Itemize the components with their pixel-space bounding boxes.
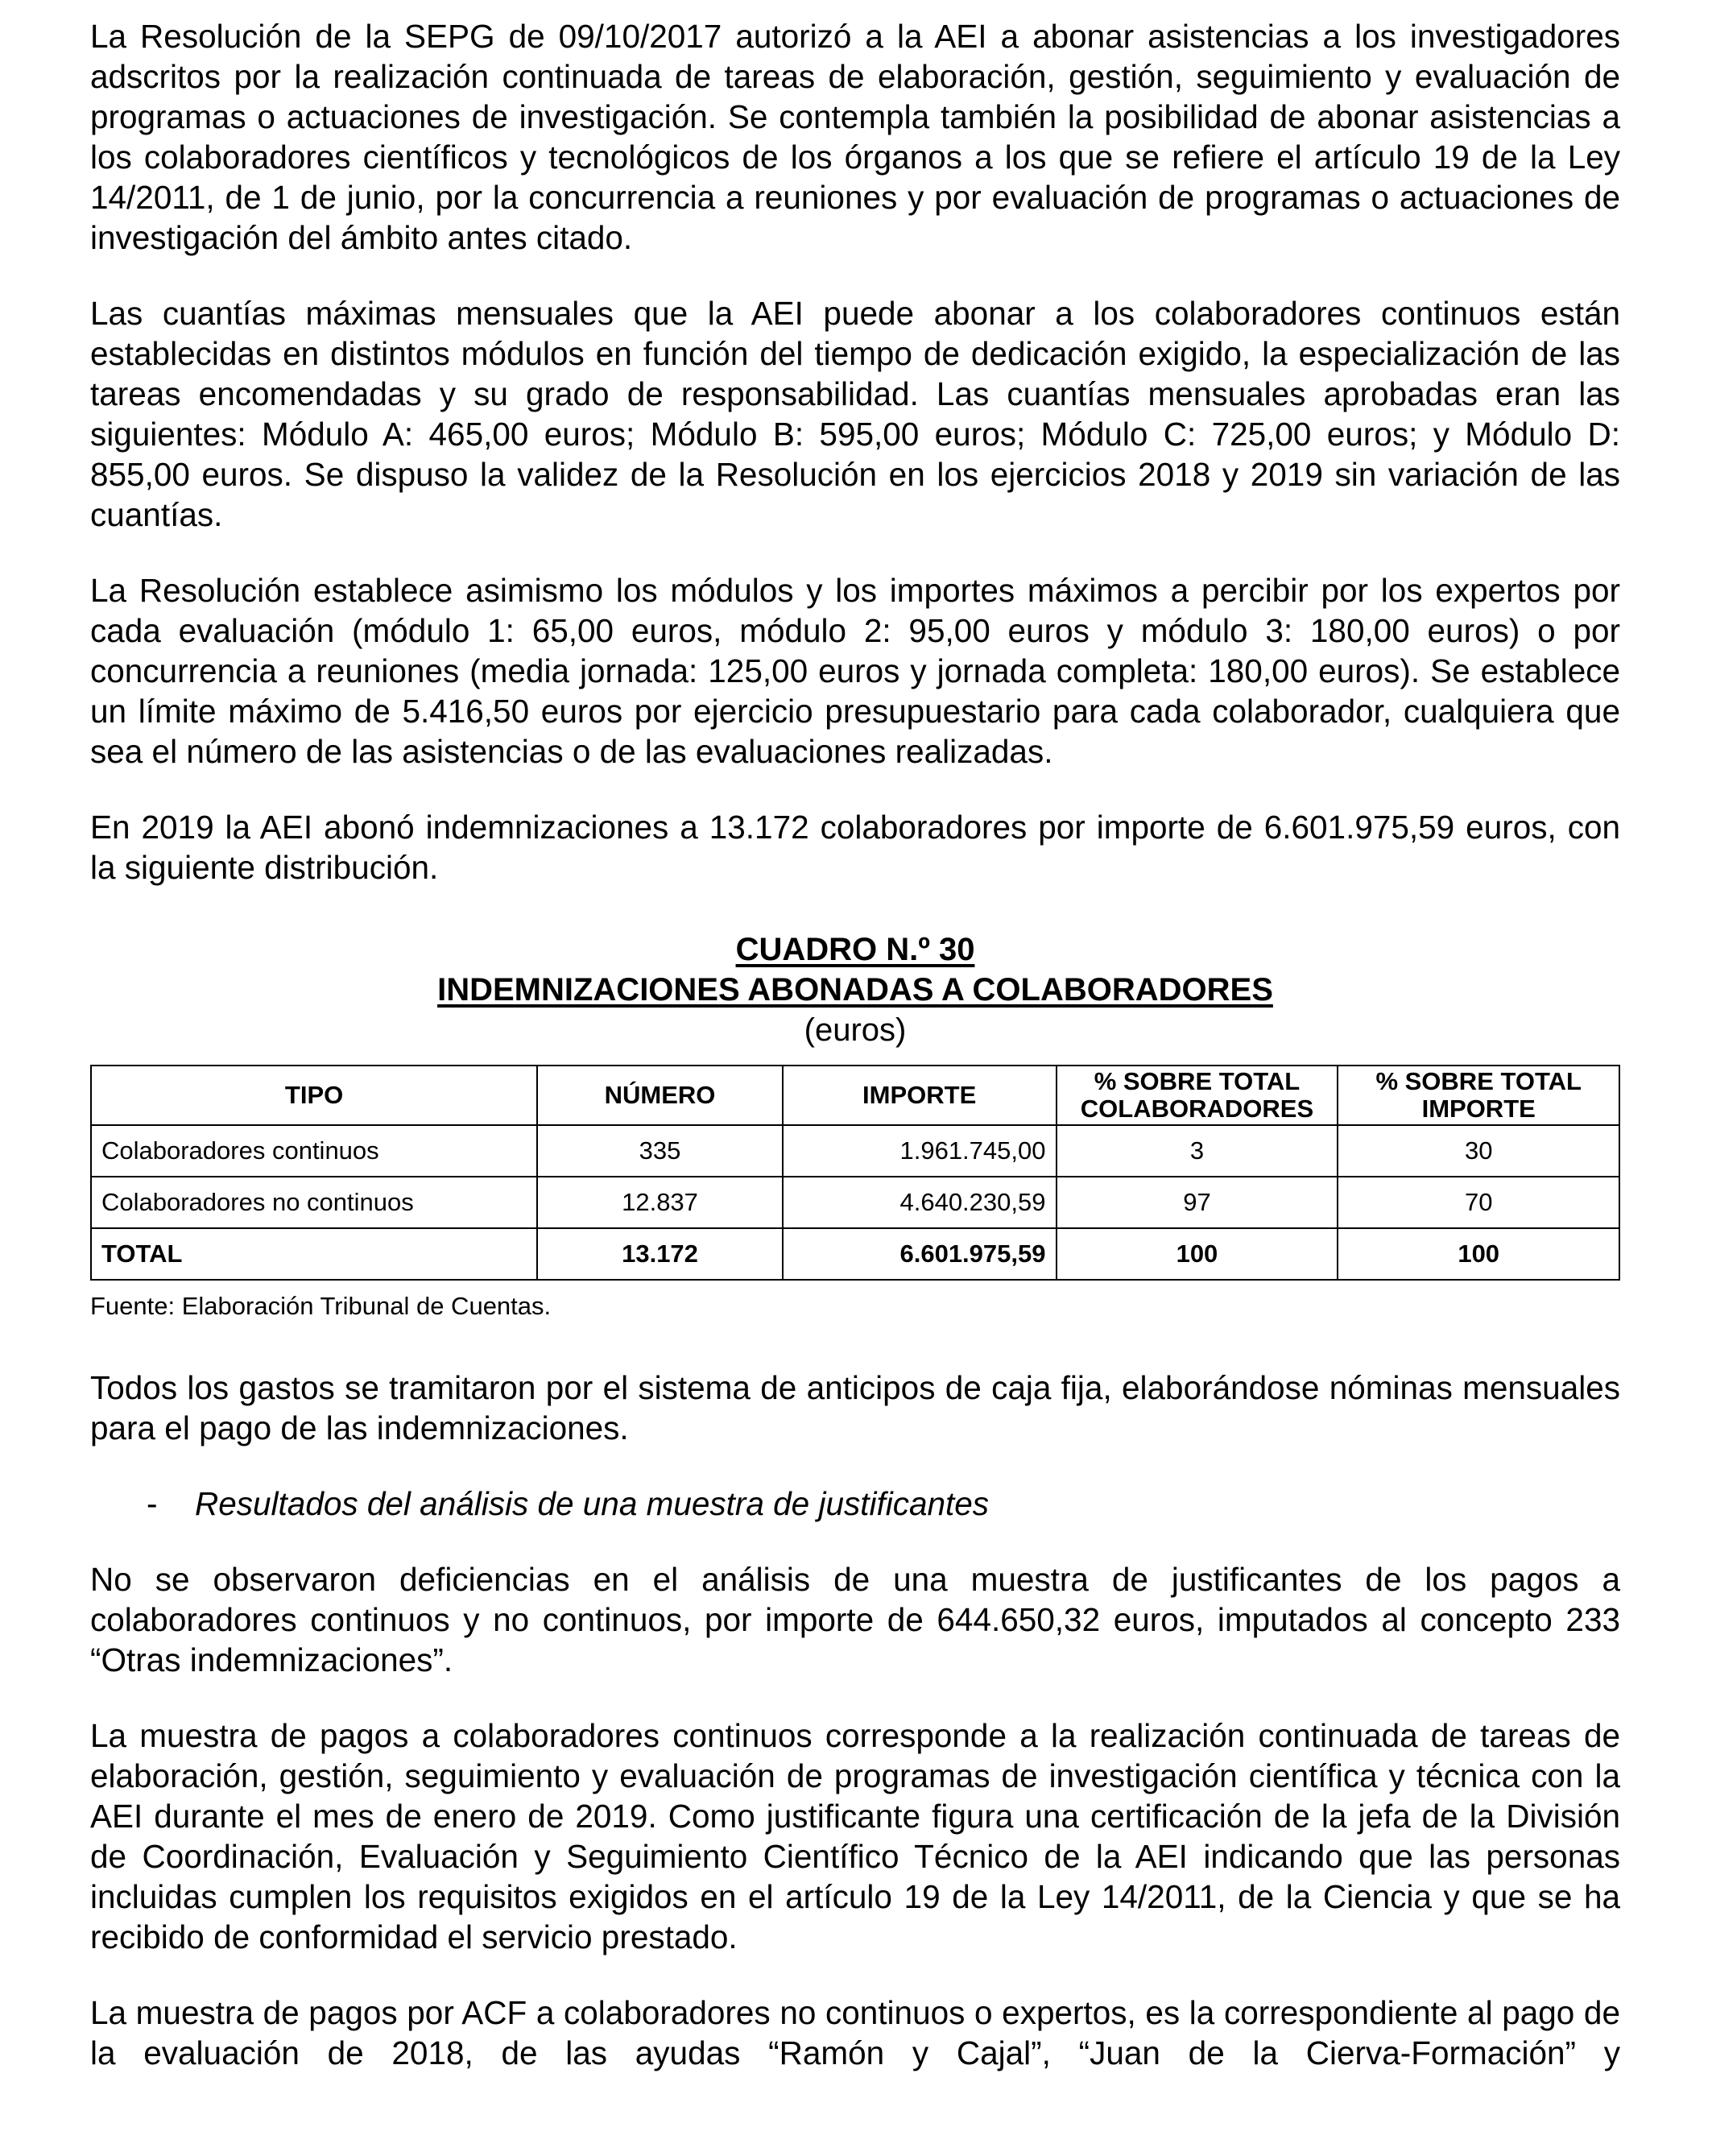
table-number: CUADRO N.º 30: [735, 932, 975, 967]
table-units: (euros): [804, 1012, 907, 1048]
header-numero: NÚMERO: [537, 1066, 783, 1125]
table-source: Fuente: Elaboración Tribunal de Cuentas.: [90, 1292, 552, 1320]
paragraph-modulos: La Resolución establece asimismo los módulos y los importes máximos a percibir por los expertos por cada evaluación (módulo 1: 65,00 euros, módulo 2: 95,00 euros y módulo 3: 180,00 euros) o por concurrencia a reuniones (media jornada: 125,00 euros y jornada completa: 180,00 euros). Se establece un límite máximo de 5.416,50 euros por ejercicio presupuestario para cada colaborador, cualquiera que sea el número de las asistencias o de las evaluaciones realizadas.: [90, 572, 1620, 770]
table-caption: [90, 929, 1620, 1050]
table-total-row: [91, 1228, 1619, 1280]
cell-total-importe: 6.601.975,59: [783, 1228, 1057, 1280]
document-page: [90, 16, 1620, 2108]
paragraph-muestra: No se observaron deficiencias en el análisis de una muestra de justificantes de los pagos a colaboradores continuos y no continuos, por importe de 644.650,32 euros, imputados al concepto 233 “Otras indemnizaciones”.: [90, 1561, 1620, 1678]
paragraph-resolucion: La Resolución de la SEPG de 09/10/2017 autorizó a la AEI a abonar asistencias a los investigadores adscritos por la realización continuada de tareas de elaboración, gestión, seguimiento y evaluación de programas o actuaciones de investigación. Se contempla también la posibilidad de abonar asistencias a los colaboradores científicos y tecnológicos de los órganos a los que se refiere el artículo 19 de la Ley 14/2011, de 1 de junio, por la concurrencia a reuniones y por evaluación de programas o actuaciones de investigación del ámbito antes citado.: [90, 18, 1620, 256]
table-header-row: [91, 1066, 1619, 1125]
cell-tipo: Colaboradores no continuos: [91, 1177, 537, 1228]
cell-importe: 1.961.745,00: [783, 1125, 1057, 1177]
bullet-heading: Resultados del análisis de una muestra de justificantes: [195, 1485, 990, 1522]
cell-total-numero: 13.172: [537, 1228, 783, 1280]
cell-total-pct-importe: 100: [1338, 1228, 1619, 1280]
cell-pct-importe: 70: [1338, 1177, 1619, 1228]
cell-numero: 335: [537, 1125, 783, 1177]
cell-total-label: TOTAL: [91, 1228, 537, 1280]
header-pct-importe: % SOBRE TOTAL IMPORTE: [1338, 1066, 1619, 1125]
cell-pct-importe: 30: [1338, 1125, 1619, 1177]
cell-tipo: Colaboradores continuos: [91, 1125, 537, 1177]
paragraph-anticipos: Todos los gastos se tramitaron por el sistema de anticipos de caja fija, elaborándose nóminas mensuales para el pago de las indemnizaciones.: [90, 1369, 1620, 1446]
cell-importe: 4.640.230,59: [783, 1177, 1057, 1228]
header-tipo: TIPO: [91, 1066, 537, 1125]
cell-pct-colaboradores: 3: [1057, 1125, 1338, 1177]
bullet-marker: -: [147, 1485, 158, 1522]
cell-total-pct-colaboradores: 100: [1057, 1228, 1338, 1280]
table-row: [91, 1177, 1619, 1228]
cell-numero: 12.837: [537, 1177, 783, 1228]
table-row: [91, 1125, 1619, 1177]
table-title: INDEMNIZACIONES ABONADAS A COLABORADORES: [437, 972, 1273, 1008]
paragraph-cuantias: Las cuantías máximas mensuales que la AEI puede abonar a los colaboradores continuos están establecidas en distintos módulos en función del tiempo de dedicación exigido, la especialización de las tareas encomendadas y su grado de responsabilidad. Las cuantías mensuales aprobadas eran las siguientes: Módulo A: 465,00 euros; Módulo B: 595,00 euros; Módulo C: 725,00 euros; y Módulo D: 855,00 euros. Se dispuso la validez de la Resolución en los ejercicios 2018 y 2019 sin variación de las cuantías.: [90, 295, 1620, 533]
paragraph-no-continuos: La muestra de pagos por ACF a colaboradores no continuos o expertos, es la correspondiente al pago de la evaluación de 2018, de las ayudas “Ramón y Cajal”, “Juan de la Cierva-Formación” y: [90, 1994, 1620, 2071]
header-importe: IMPORTE: [783, 1066, 1057, 1125]
paragraph-distribucion: En 2019 la AEI abonó indemnizaciones a 13.172 colaboradores por importe de 6.601.975,59 euros, con la siguiente distribución.: [90, 809, 1620, 886]
section-bullet: [90, 1484, 1620, 1524]
indemnizaciones-table: [90, 1065, 1620, 1281]
header-pct-colaboradores: % SOBRE TOTAL COLABORADORES: [1057, 1066, 1338, 1125]
cell-pct-colaboradores: 97: [1057, 1177, 1338, 1228]
paragraph-continuos: La muestra de pagos a colaboradores continuos corresponde a la realización continuada de tareas de elaboración, gestión, seguimiento y evaluación de programas de investigación científica y técnica con la AEI durante el mes de enero de 2019. Como justificante figura una certificación de la jefa de la División de Coordinación, Evaluación y Seguimiento Científico Técnico de la AEI indicando que las personas incluidas cumplen los requisitos exigidos en el artículo 19 de la Ley 14/2011, de la Ciencia y que se ha recibido de conformidad el servicio prestado.: [90, 1717, 1620, 1955]
